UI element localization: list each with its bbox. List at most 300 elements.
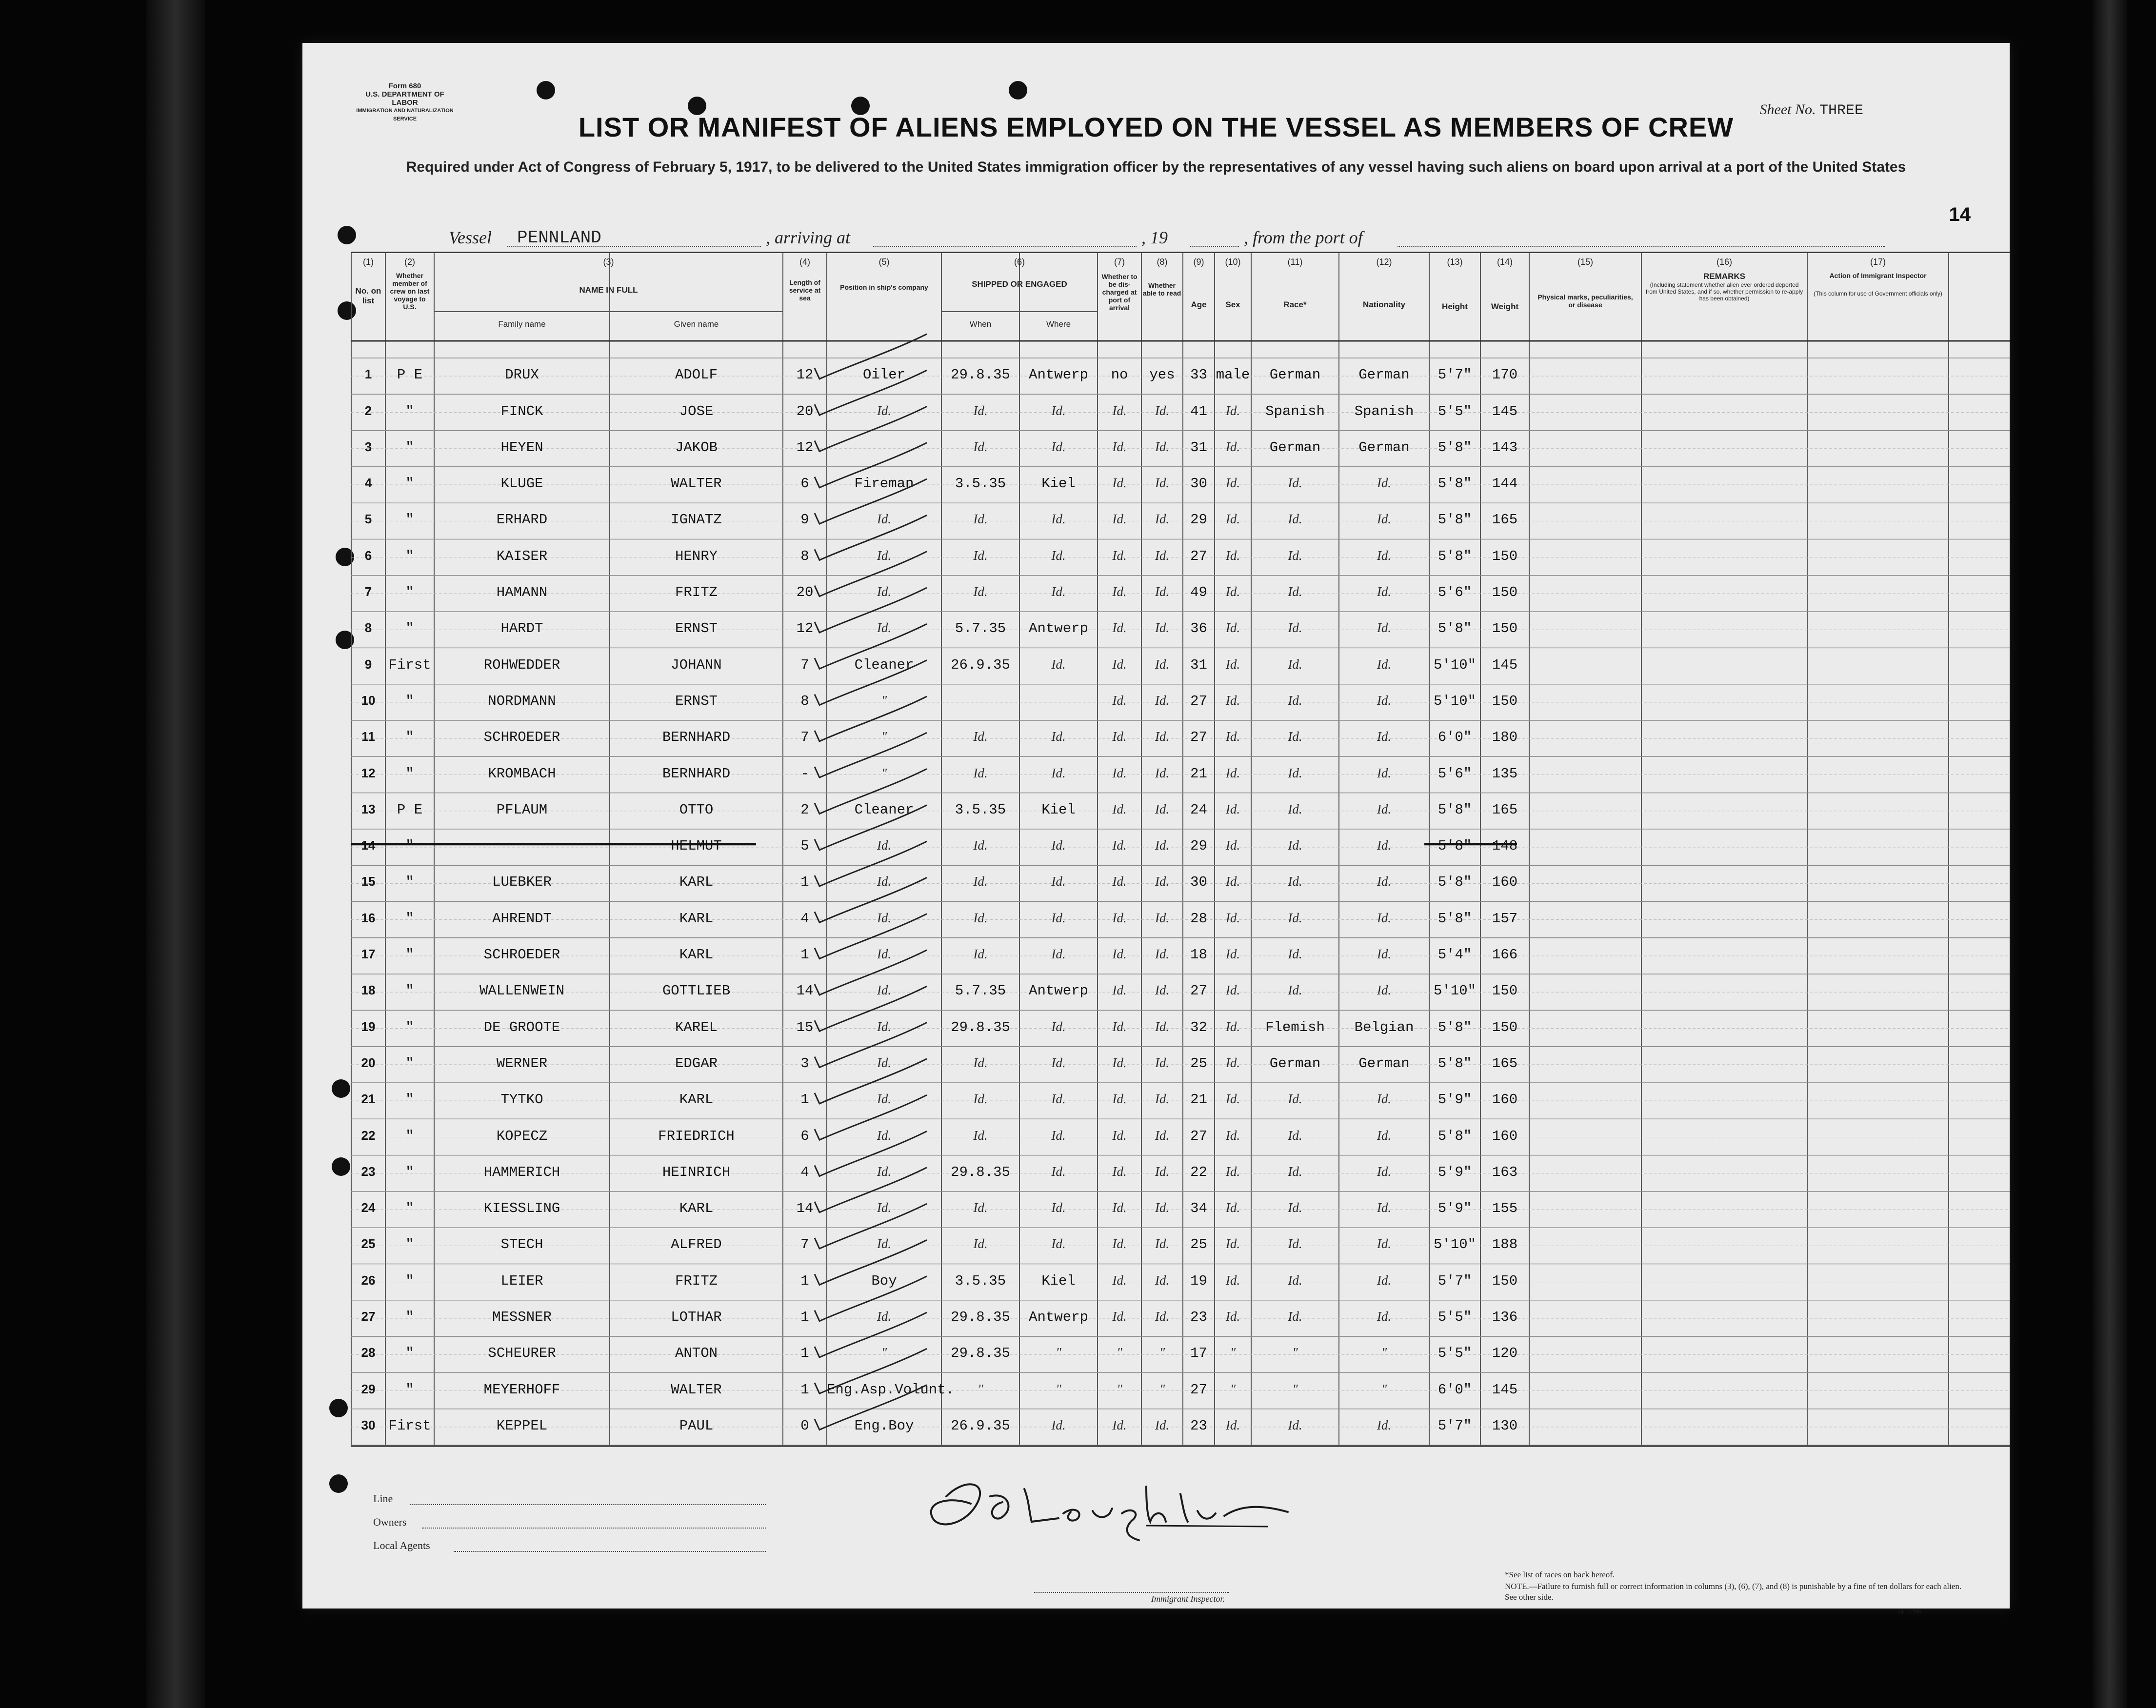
engaged-when-cell: Id. [973,403,988,418]
crew-member-status-cell: " [405,1092,414,1108]
age-cell: 25 [1190,1236,1207,1253]
discharged-cell: Id. [1112,1309,1127,1324]
sex-cell: Id. [1225,874,1240,889]
family-name-cell: KAISER [496,548,548,564]
age-cell: 24 [1190,801,1207,818]
sex-cell: Id. [1225,403,1240,418]
header-race: Race* [1283,300,1307,309]
weight-cell: 166 [1492,947,1518,963]
engaged-when-cell: Id. [973,584,988,599]
row-number-cell: 14 [361,838,376,853]
family-name-cell: DRUX [505,367,539,383]
nationality-cell: Id. [1377,729,1392,744]
family-name-cell: HAMMERICH [483,1164,560,1180]
discharged-cell: Id. [1112,729,1127,744]
race-cell: Id. [1288,1417,1302,1432]
engaged-when-cell: Id. [973,838,988,853]
engaged-where-cell: Id. [1051,403,1066,418]
ship-position-cell: Id. [877,1236,892,1251]
year-label: , 19 [1141,228,1168,247]
row-number-cell: 5 [364,512,372,527]
row-number-cell: 28 [361,1345,376,1360]
height-cell: 6'0" [1437,1381,1472,1398]
given-name-cell: HEINRICH [662,1164,731,1180]
race-cell: Id. [1288,838,1302,853]
nationality-cell: Id. [1377,765,1392,780]
form-line: U.S. DEPARTMENT OF LABOR [365,90,444,107]
height-cell: 5'8" [1437,1128,1472,1144]
engaged-where-cell: Id. [1051,910,1066,925]
service-length-cell: 14 [796,983,814,999]
col-number: (5) [878,257,890,267]
age-cell: 21 [1190,765,1207,782]
ship-position-cell: Eng.Asp.Volunt. [827,1381,955,1398]
table-body [351,253,2010,1511]
table-row [351,1236,2010,1256]
ship-position-cell: Id. [877,1092,892,1107]
engaged-where-cell: Id. [1051,1164,1066,1179]
given-name-cell: KARL [679,1200,714,1217]
discharged-cell: Id. [1112,476,1127,491]
header-height: Height [1442,302,1468,311]
scanner-edge-right [2093,0,2127,1708]
form-code: 14—1286 [1897,1608,1921,1615]
table-row [351,476,2010,495]
nationality-cell: Id. [1377,874,1392,889]
discharged-cell: Id. [1112,1092,1127,1107]
header-no-on-list: No. on list [355,286,381,305]
race-cell: Id. [1288,910,1302,925]
given-name-cell: PAUL [679,1417,714,1434]
service-length-cell: 6 [800,1128,809,1144]
race-cell: Id. [1288,1272,1302,1288]
row-number-cell: 30 [361,1417,376,1432]
table-row [351,1345,2010,1365]
given-name-cell: GOTTLIEB [662,983,731,999]
header-physical-marks: Physical marks, peculiarities, or disease [1537,293,1633,309]
family-name-cell: DE GROOTE [483,1019,560,1035]
col-number: (1) [363,257,374,267]
ship-position-cell: Oiler [862,367,905,383]
discharged-cell: Id. [1112,403,1127,418]
nationality-cell: Id. [1377,656,1392,672]
given-name-cell: FRIEDRICH [658,1128,735,1144]
local-agents-label: Local Agents [373,1539,430,1551]
crew-member-status-cell: P E [397,367,423,383]
weight-cell: 188 [1492,1236,1518,1253]
age-cell: 32 [1190,1019,1207,1035]
col-number: (4) [799,257,810,267]
header-shipped-engaged: SHIPPED OR ENGAGED [972,279,1067,289]
discharged-cell: Id. [1112,656,1127,672]
engaged-when-cell: 29.8.35 [951,1164,1010,1180]
dotted-line [873,246,1137,247]
able-to-read-cell: Id. [1155,1417,1170,1432]
height-cell: 5'9" [1437,1092,1472,1108]
sex-cell: Id. [1225,765,1240,780]
ship-position-cell: " [881,729,887,744]
header-when: When [969,319,992,329]
discharged-cell: Id. [1112,548,1127,563]
engaged-when-cell: 3.5.35 [955,476,1006,492]
weight-cell: 135 [1492,765,1518,782]
able-to-read-cell: Id. [1155,801,1170,816]
family-name-cell: ERHARD [496,512,548,528]
sex-cell: Id. [1225,983,1240,998]
crew-member-status-cell: " [405,1019,414,1035]
family-name-cell: HAMANN [496,584,548,601]
table-row [351,1273,2010,1292]
header-remarks: REMARKS [1703,272,1745,281]
table-row [351,874,2010,894]
given-name-cell: EDGAR [675,1055,718,1072]
table-row [351,403,2010,423]
col-number: (16) [1716,257,1732,267]
table-row [351,1164,2010,1184]
discharged-cell: Id. [1112,874,1127,889]
given-name-cell: ANTON [675,1345,718,1362]
race-cell: Id. [1288,1164,1302,1179]
discharged-cell: Id. [1112,1128,1127,1143]
sex-cell: Id. [1225,947,1240,962]
engaged-where-cell: Kiel [1041,1272,1076,1289]
height-cell: 5'5" [1437,403,1472,419]
given-name-cell: JOHANN [671,656,722,673]
able-to-read-cell: " [1159,1345,1165,1360]
crew-member-status-cell: " [405,910,414,927]
service-length-cell: 1 [800,1381,809,1398]
given-name-cell: KARL [679,910,714,927]
family-name-cell: HEYEN [500,439,543,456]
service-length-cell: 9 [800,512,809,528]
race-cell: " [1292,1345,1298,1360]
age-cell: 17 [1190,1345,1207,1362]
ship-position-cell: Cleaner [854,801,914,818]
age-cell: 36 [1190,620,1207,637]
row-number-cell: 26 [361,1272,376,1288]
engaged-when-cell: Id. [973,729,988,744]
age-cell: 27 [1190,1381,1207,1398]
height-cell: 5'10" [1433,656,1476,673]
age-cell: 22 [1190,1164,1207,1180]
engaged-where-cell: Id. [1051,838,1066,853]
table-row [351,439,2010,459]
sex-cell: Id. [1225,1272,1240,1288]
race-cell: Id. [1288,1236,1302,1251]
given-name-cell: ERNST [675,693,718,709]
able-to-read-cell: yes [1149,367,1175,383]
age-cell: 27 [1190,983,1207,999]
row-number-cell: 15 [361,874,376,889]
service-length-cell: 8 [800,548,809,564]
table-row [351,947,2010,966]
col-number: (6) [1014,257,1025,267]
weight-cell: 136 [1492,1309,1518,1326]
row-number-cell: 25 [361,1236,376,1251]
sex-cell: Id. [1225,1417,1240,1432]
weight-cell: 160 [1492,1128,1518,1144]
sex-cell: " [1230,1381,1236,1396]
engaged-where-cell: Antwerp [1029,1309,1088,1326]
ship-position-cell: Id. [877,548,892,563]
sex-cell: Id. [1225,548,1240,563]
age-cell: 28 [1190,910,1207,927]
sex-cell: Id. [1225,1309,1240,1324]
row-number-cell: 17 [361,947,376,962]
height-cell: 5'8" [1437,1019,1472,1035]
race-cell: Id. [1288,1200,1302,1215]
engaged-when-cell: Id. [973,1128,988,1143]
row-number-cell: 20 [361,1055,376,1070]
crew-member-status-cell: " [405,512,414,528]
nationality-cell: " [1381,1381,1387,1396]
given-name-cell: KARL [679,947,714,963]
nationality-cell: Id. [1377,838,1392,853]
sex-cell: Id. [1225,693,1240,708]
table-row [351,1128,2010,1148]
header-nationality: Nationality [1363,300,1405,309]
race-cell: Id. [1288,620,1302,636]
table-row [351,1382,2010,1401]
family-name-cell: KOPECZ [496,1128,548,1144]
engaged-where-cell: " [1056,1381,1061,1396]
weight-cell: 150 [1492,1272,1518,1289]
height-cell: 5'9" [1437,1164,1472,1180]
service-length-cell: 1 [800,1092,809,1108]
ship-position-cell: Id. [877,838,892,853]
given-name-cell: IGNATZ [671,512,722,528]
height-cell: 5'9" [1437,1200,1472,1217]
able-to-read-cell: Id. [1155,476,1170,491]
able-to-read-cell: Id. [1155,1019,1170,1034]
crew-table [351,252,2010,1511]
height-cell: 5'10" [1433,983,1476,999]
service-length-cell: 6 [800,476,809,492]
crew-member-status-cell: " [405,983,414,999]
sex-cell: Id. [1225,656,1240,672]
weight-cell: 157 [1492,910,1518,927]
weight-cell: 150 [1492,548,1518,564]
punch-hole [537,81,555,99]
height-cell: 5'5" [1437,1309,1472,1326]
given-name-cell: ADOLF [675,367,718,383]
dotted-line [422,1528,766,1529]
row-number-cell: 3 [364,439,372,454]
engaged-where-cell: Id. [1051,512,1066,527]
vessel-line [449,218,2010,253]
punch-hole [332,1157,350,1176]
engaged-when-cell: 3.5.35 [955,1272,1006,1289]
row-number-cell: 19 [361,1019,376,1034]
nationality-cell: Id. [1377,1272,1392,1288]
engaged-where-cell: Id. [1051,729,1066,744]
col-number: (15) [1577,257,1593,267]
service-length-cell: 7 [800,1236,809,1253]
header-discharged: Whether to be dis-charged at port of arrival [1101,273,1138,312]
ship-position-cell: " [881,765,887,780]
table-row [351,512,2010,531]
service-length-cell: 12 [796,620,814,637]
height-cell: 5'10" [1433,693,1476,709]
height-cell: 5'6" [1437,584,1472,601]
able-to-read-cell: Id. [1155,1236,1170,1251]
table-row [351,1055,2010,1075]
table-row [351,620,2010,640]
crew-member-status-cell: " [405,1272,414,1289]
crew-member-status-cell: " [405,548,414,564]
sex-cell: Id. [1225,729,1240,744]
engaged-where-cell: Antwerp [1029,367,1088,383]
service-length-cell: 20 [796,403,814,419]
inspector-label: Immigrant Inspector. [1151,1594,1225,1604]
race-note: *See list of races on back hereof. [1505,1570,1615,1579]
sex-cell: male [1216,367,1250,383]
service-length-cell: 5 [800,838,809,854]
nationality-cell: Id. [1377,947,1392,962]
punch-hole [329,1399,348,1417]
family-name-cell: WALLENWEIN [479,983,565,999]
sheet-label: Sheet No. [1759,101,1816,118]
penalty-note: NOTE.—Failure to furnish full or correct information in columns (3), (6), (7), and (8) is punishable by a fine of ten dollars for each alien. See other side. [1505,1582,1962,1602]
height-cell: 5'6" [1437,765,1472,782]
weight-cell: 150 [1492,983,1518,999]
able-to-read-cell: Id. [1155,693,1170,708]
family-name-cell: STECH [500,1236,543,1253]
owners-label: Owners [373,1516,407,1528]
service-length-cell: 4 [800,1164,809,1180]
nationality-cell: Id. [1377,584,1392,599]
engaged-when-cell: 29.8.35 [951,1309,1010,1326]
nationality-cell: Id. [1377,1200,1392,1215]
weight-cell: 145 [1492,1381,1518,1398]
engaged-when-cell: Id. [973,1236,988,1251]
crew-member-status-cell: P E [397,801,423,818]
race-cell: Flemish [1265,1019,1325,1035]
discharged-cell: Id. [1112,838,1127,853]
weight-cell: 155 [1492,1200,1518,1217]
race-cell: Id. [1288,947,1302,962]
able-to-read-cell: Id. [1155,512,1170,527]
discharged-cell: Id. [1112,947,1127,962]
given-name-cell: JOSE [679,403,714,419]
ship-position-cell: Id. [877,1164,892,1179]
sex-cell: Id. [1225,838,1240,853]
table-row [351,983,2010,1002]
able-to-read-cell: Id. [1155,1055,1170,1070]
race-cell: Id. [1288,983,1302,998]
height-cell: 5'8" [1437,512,1472,528]
crew-member-status-cell: " [405,947,414,963]
engaged-when-cell: 3.5.35 [955,801,1006,818]
given-name-cell: KARL [679,874,714,891]
engaged-when-cell: " [978,1381,983,1396]
sex-cell: Id. [1225,1019,1240,1034]
race-cell: Id. [1288,548,1302,563]
family-name-cell: TYTKO [500,1092,543,1108]
weight-cell: 150 [1492,1019,1518,1035]
engaged-when-cell: Id. [973,765,988,780]
engaged-where-cell: Id. [1051,548,1066,563]
header-sex: Sex [1225,300,1240,309]
weight-cell: 143 [1492,439,1518,456]
weight-cell: 180 [1492,729,1518,746]
crew-member-status-cell: " [405,403,414,419]
age-cell: 23 [1190,1309,1207,1326]
given-name-cell: FRITZ [675,1272,718,1289]
weight-cell: 165 [1492,801,1518,818]
manifest-sheet [302,43,2010,1615]
family-name-cell: MESSNER [492,1309,552,1326]
ship-position-cell: " [881,1345,887,1360]
able-to-read-cell: " [1159,1381,1165,1396]
given-name-cell: ALFRED [671,1236,722,1253]
able-to-read-cell: Id. [1155,910,1170,925]
weight-cell: 160 [1492,874,1518,891]
nationality-cell: Id. [1377,1128,1392,1143]
engaged-when-cell: Id. [973,1092,988,1107]
sex-cell: Id. [1225,512,1240,527]
given-name-cell: OTTO [679,801,714,818]
service-length-cell: 12 [796,367,814,383]
crew-member-status-cell: " [405,1309,414,1326]
family-name-cell: KLUGE [500,476,543,492]
header-name-in-full: NAME IN FULL [579,285,638,295]
crew-member-status-cell: " [405,620,414,637]
given-name-cell: KAREL [675,1019,718,1035]
engaged-where-cell: Id. [1051,1055,1066,1070]
nationality-cell: Id. [1377,1164,1392,1179]
height-cell: 5'4" [1437,947,1472,963]
age-cell: 29 [1190,838,1207,854]
engaged-when-cell: Id. [973,1200,988,1215]
arriving-label: , arriving at [766,228,851,247]
ship-position-cell: Id. [877,947,892,962]
service-length-cell: 4 [800,910,809,927]
sex-cell: " [1230,1345,1236,1360]
document-title: LIST OR MANIFEST OF ALIENS EMPLOYED ON THE VESSEL AS MEMBERS OF CREW [578,112,1734,142]
table-row [351,693,2010,713]
engaged-when-cell: Id. [973,1055,988,1070]
row-number-cell: 1 [364,367,372,382]
nationality-cell: " [1381,1345,1387,1360]
family-name-cell: KEPPEL [496,1417,548,1434]
engaged-where-cell: Id. [1051,874,1066,889]
height-cell: 5'10" [1433,1236,1476,1253]
nationality-cell: Id. [1377,476,1392,491]
height-cell: 5'8" [1437,439,1472,456]
family-name-cell: KIESSLING [483,1200,560,1217]
crew-member-status-cell: " [405,729,414,746]
race-cell: Id. [1288,1309,1302,1324]
engaged-where-cell: Id. [1051,947,1066,962]
given-name-cell: BERNHARD [662,765,731,782]
age-cell: 27 [1190,548,1207,564]
crew-member-status-cell: " [405,584,414,601]
ship-position-cell: " [881,693,887,708]
nationality-cell: Id. [1377,910,1392,925]
engaged-where-cell: Antwerp [1029,620,1088,637]
height-cell: 5'8" [1437,838,1472,854]
row-number-cell: 24 [361,1200,376,1215]
height-cell: 6'0" [1437,729,1472,746]
vessel-label: Vessel [449,228,492,247]
family-name-cell: FINCK [500,403,543,419]
crew-member-status-cell: " [405,1200,414,1217]
table-row [351,729,2010,749]
race-cell: Id. [1288,512,1302,527]
crew-member-status-cell: " [405,693,414,709]
able-to-read-cell: Id. [1155,584,1170,599]
